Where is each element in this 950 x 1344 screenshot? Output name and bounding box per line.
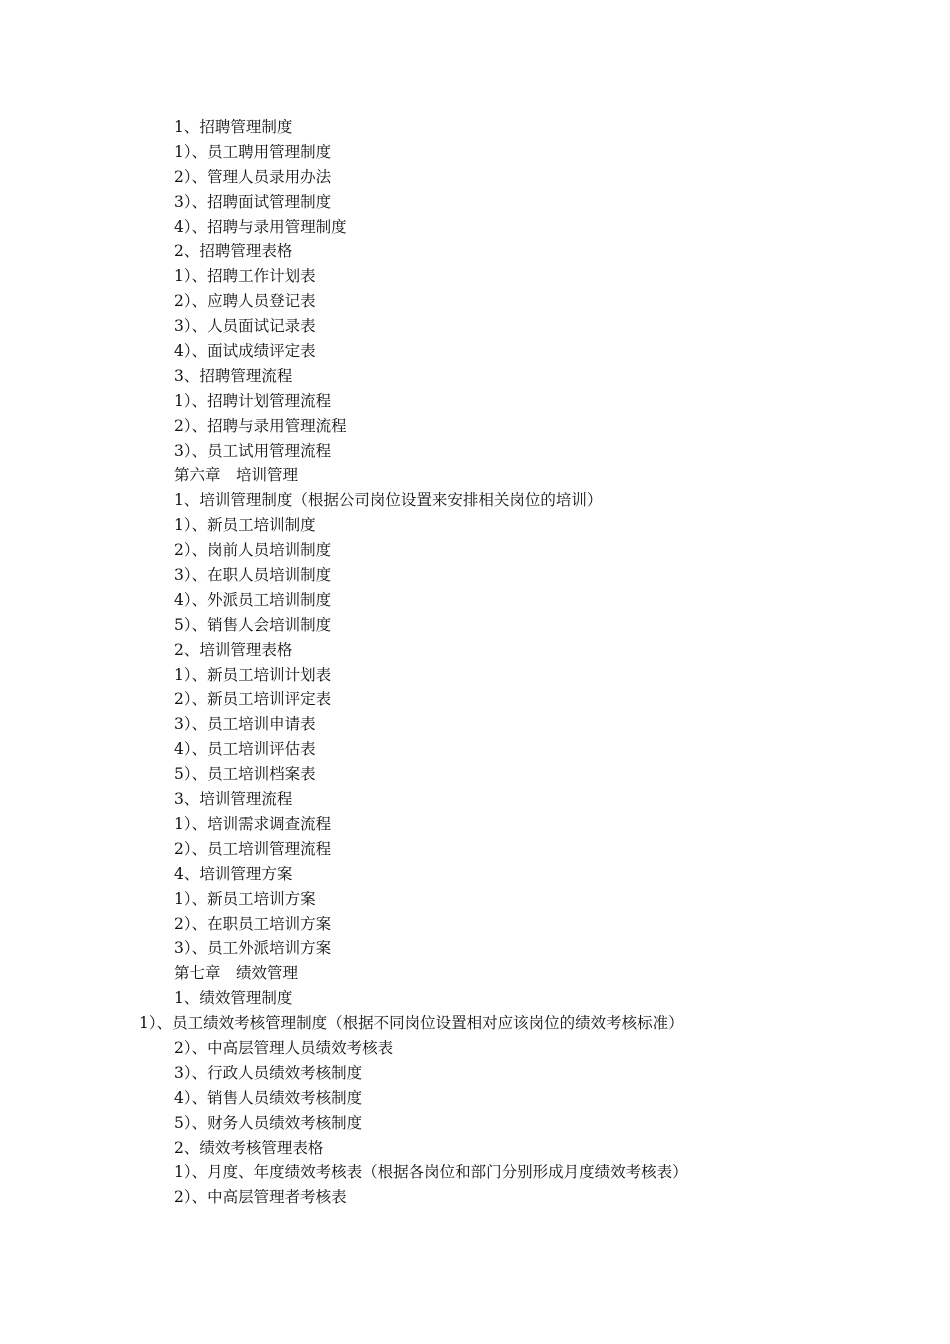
list-item: 1）、月度、年度绩效考核表（根据各岗位和部门分别形成月度绩效考核表） <box>174 1163 688 1182</box>
list-item: 2）、管理人员录用办法 <box>174 167 332 186</box>
list-item: 4）、面试成绩评定表 <box>174 342 316 361</box>
list-item: 2）、中高层管理人员绩效考核表 <box>174 1038 394 1057</box>
list-item: 1）、员工聘用管理制度 <box>174 142 332 161</box>
section-heading: 4、培训管理方案 <box>174 864 293 883</box>
list-item: 1）、新员工培训制度 <box>174 516 316 535</box>
list-item: 1）、招聘工作计划表 <box>174 267 316 286</box>
list-item: 1）、培训需求调查流程 <box>174 814 332 833</box>
list-item: 3）、员工培训申请表 <box>174 715 316 734</box>
list-item: 2）、中高层管理者考核表 <box>174 1188 347 1207</box>
list-item: 4）、外派员工培训制度 <box>174 590 332 609</box>
chapter-heading: 第六章 培训管理 <box>174 466 299 485</box>
list-item: 2）、招聘与录用管理流程 <box>174 416 347 435</box>
list-item: 1）、新员工培训计划表 <box>174 665 332 684</box>
list-item: 4）、员工培训评估表 <box>174 740 316 759</box>
list-item: 3）、招聘面试管理制度 <box>174 192 332 211</box>
section-heading: 3、培训管理流程 <box>174 790 293 809</box>
section-heading: 1、培训管理制度（根据公司岗位设置来安排相关岗位的培训） <box>174 491 603 510</box>
section-heading: 3、招聘管理流程 <box>174 366 293 385</box>
list-item: 1）、员工绩效考核管理制度（根据不同岗位设置相对应该岗位的绩效考核标准） <box>139 1014 684 1033</box>
list-item: 2）、在职员工培训方案 <box>174 914 332 933</box>
list-item: 4）、销售人员绩效考核制度 <box>174 1088 363 1107</box>
list-item: 5）、销售人会培训制度 <box>174 615 332 634</box>
list-item: 3）、人员面试记录表 <box>174 317 316 336</box>
list-item: 1）、新员工培训方案 <box>174 889 316 908</box>
section-heading: 2、招聘管理表格 <box>174 242 293 261</box>
list-item: 3）、行政人员绩效考核制度 <box>174 1063 363 1082</box>
list-item: 4）、招聘与录用管理制度 <box>174 217 347 236</box>
list-item: 3）、在职人员培训制度 <box>174 566 332 585</box>
list-item: 1）、招聘计划管理流程 <box>174 391 332 410</box>
chapter-heading: 第七章 绩效管理 <box>174 964 299 983</box>
section-heading: 2、培训管理表格 <box>174 640 293 659</box>
list-item: 2）、新员工培训评定表 <box>174 690 332 709</box>
list-item: 2）、岗前人员培训制度 <box>174 541 332 560</box>
section-heading: 1、绩效管理制度 <box>174 989 293 1008</box>
section-heading: 1、招聘管理制度 <box>174 118 293 136</box>
list-item: 2）、员工培训管理流程 <box>174 839 332 858</box>
list-item: 5）、财务人员绩效考核制度 <box>174 1113 363 1132</box>
section-heading: 2、绩效考核管理表格 <box>174 1138 324 1157</box>
list-item: 2）、应聘人员登记表 <box>174 292 316 311</box>
list-item: 5）、员工培训档案表 <box>174 765 316 784</box>
document-body <box>0 115 950 1210</box>
list-item: 3）、员工外派培训方案 <box>174 939 332 958</box>
list-item: 3）、员工试用管理流程 <box>174 441 332 460</box>
